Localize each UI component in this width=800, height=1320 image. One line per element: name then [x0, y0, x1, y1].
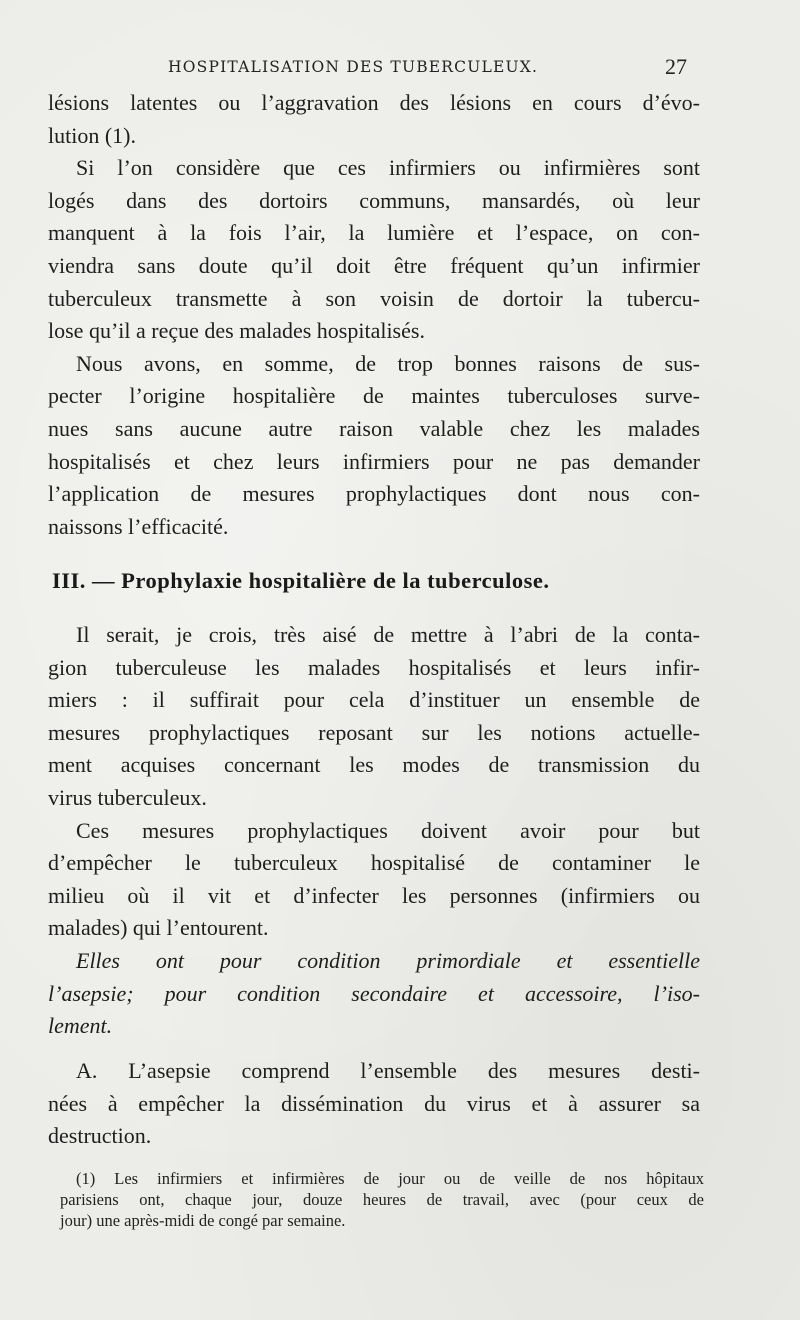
- text-line: hospitalisés et chez leurs infirmiers pour ne pas demander: [48, 448, 700, 474]
- text-line: Si l’on considère que ces infirmiers ou infirmières sont: [76, 155, 700, 181]
- page-number: 27: [665, 54, 687, 79]
- paragraph-5: [48, 815, 700, 945]
- text-line: l’asepsie; pour condition secondaire et accessoire, l’iso-: [48, 980, 700, 1006]
- text-line: Ces mesures prophylactiques doivent avoir pour but: [76, 817, 700, 843]
- text-line: lose qu’il a reçue des malades hospitalisés.: [48, 318, 425, 344]
- footnote-line: jour) une après-midi de congé par semaine.: [60, 1211, 346, 1230]
- page-header: [0, 54, 800, 84]
- text-line: nues sans aucune autre raison valable chez les malades: [48, 415, 700, 441]
- paragraph-2: [48, 152, 700, 348]
- footnote: [60, 1168, 704, 1231]
- text-line: d’empêcher le tuberculeux hospitalisé de contaminer le: [48, 850, 700, 876]
- text-line: virus tuberculeux.: [48, 784, 207, 810]
- footnote-line: (1) Les infirmiers et infirmières de jour ou de veille de nos hôpitaux: [76, 1169, 704, 1188]
- text-line: malades) qui l’entourent.: [48, 915, 269, 941]
- text-line: miers : il suffirait pour cela d’instituer un ensemble de: [48, 687, 700, 713]
- text-line: tuberculeux transmette à son voisin de dortoir la tubercu-: [48, 285, 700, 311]
- text-line: viendra sans doute qu’il doit être fréquent qu’un infirmier: [48, 252, 700, 278]
- footnote-line: parisiens ont, chaque jour, douze heures de travail, avec (pour ceux de: [60, 1190, 704, 1209]
- text-line: lution (1).: [48, 122, 136, 148]
- text-line: milieu où il vit et d’infecter les personnes (infirmiers ou: [48, 882, 700, 908]
- body-text-bottom: [48, 1055, 700, 1153]
- paragraph-7: [48, 1055, 700, 1153]
- paragraph-6: [48, 945, 700, 1043]
- text-line: gion tuberculeuse les malades hospitalisés et leurs infir-: [48, 654, 700, 680]
- text-line: naissons l’efficacité.: [48, 513, 229, 539]
- text-line: Il serait, je crois, très aisé de mettre à l’abri de la conta-: [76, 622, 700, 647]
- text-line: pecter l’origine hospitalière de maintes tuberculoses surve-: [48, 383, 700, 409]
- text-line: nées à empêcher la dissémination du virus et à assurer sa: [48, 1090, 700, 1116]
- text-line: Nous avons, en somme, de trop bonnes raisons de sus-: [76, 350, 700, 376]
- paragraph-4: [48, 619, 700, 815]
- body-text-middle: [48, 619, 700, 1043]
- text-line: mesures prophylactiques reposant sur les notions actuelle-: [48, 719, 700, 745]
- text-line: lésions latentes ou l’aggravation des lésions en cours d’évo-: [48, 90, 700, 115]
- paragraph-1: [48, 87, 700, 152]
- text-line: manquent à la fois l’air, la lumière et l’espace, on con-: [48, 220, 700, 246]
- running-title: HOSPITALISATION DES TUBERCULEUX.: [168, 58, 539, 76]
- text-line: A. L’asepsie comprend l’ensemble des mesures desti-: [76, 1058, 700, 1083]
- text-line: logés dans des dortoirs communs, mansardés, où leur: [48, 187, 700, 213]
- text-line: lement.: [48, 1013, 113, 1039]
- body-text-top: [48, 87, 700, 543]
- text-line: destruction.: [48, 1123, 152, 1149]
- paragraph-3: [48, 348, 700, 544]
- text-line: Elles ont pour condition primordiale et essentielle: [76, 947, 700, 973]
- text-line: l’application de mesures prophylactiques dont nous con-: [48, 481, 700, 507]
- text-line: ment acquises concernant les modes de transmission du: [48, 752, 700, 778]
- section-heading: III. — Prophylaxie hospitalière de la tuberculose.: [52, 568, 550, 593]
